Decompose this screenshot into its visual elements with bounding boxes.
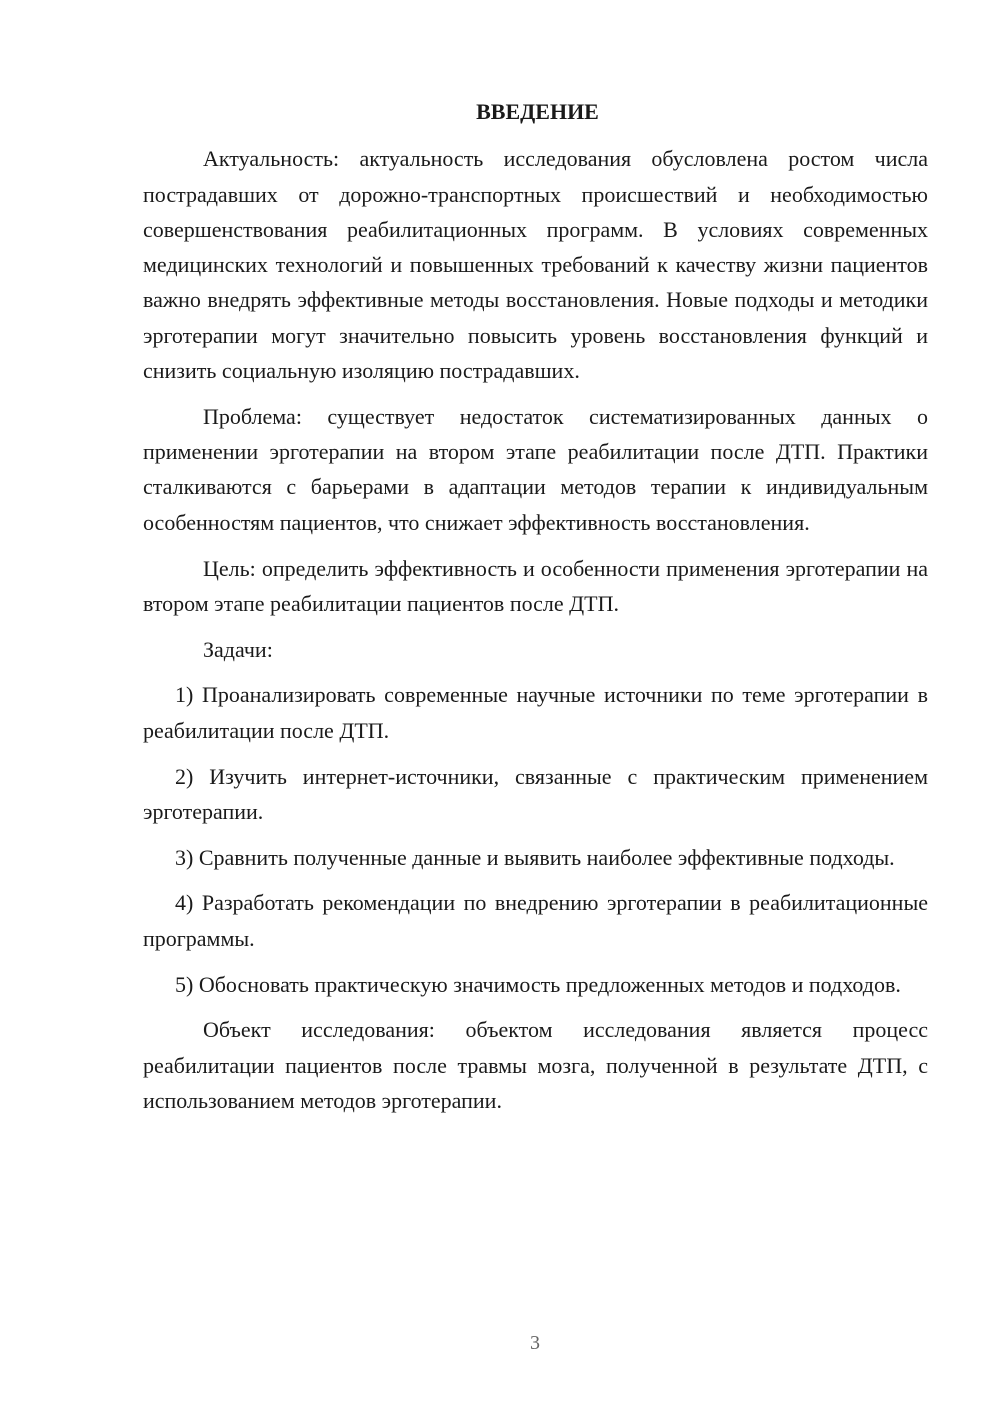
section-heading: ВВЕДЕНИЕ (476, 99, 599, 124)
task-item-3: 3) Сравнить полученные данные и выявить наиболее эффективные подходы. (175, 844, 895, 870)
page-number: 3 (530, 1332, 540, 1354)
task-item-5: 5) Обосновать практическую значимость предложенных методов и подходов. (175, 971, 901, 997)
paragraph-relevance: Актуальность: актуальность исследования обусловлена ростом числа пострадавших от дорожно-транспортных происшествий и необходимостью совершенствования реабилитационных программ. В условиях современных медицинских технологий и повышенных требований к качеству жизни пациентов важно внедрять эффективные методы восстановления. Новые подходы и методики эрготерапии могут значительно повысить уровень восстановления функций и снизить социальную изоляцию пострадавших. (143, 146, 928, 384)
page-content (143, 94, 928, 1129)
tasks-label: Задачи: (203, 636, 273, 662)
task-item-4: 4) Разработать рекомендации по внедрению эрготерапии в реабилитационные программы. (143, 890, 928, 951)
paragraph-object: Объект исследования: объектом исследования является процесс реабилитации пациентов после травмы мозга, полученной в результате ДТП, с использованием методов эрготерапии. (143, 1017, 928, 1113)
task-item-1: 1) Проанализировать современные научные источники по теме эрготерапии в реабилитации после ДТП. (143, 682, 928, 743)
paragraph-problem: Проблема: существует недостаток систематизированных данных о применении эрготерапии на втором этапе реабилитации после ДТП. Практики сталкиваются с барьерами в адаптации методов терапии к индивидуальным особенностям пациентов, что снижает эффективность восстановления. (143, 403, 928, 535)
paragraph-goal: Цель: определить эффективность и особенности применения эрготерапии на втором этапе реабилитации пациентов после ДТП. (143, 555, 928, 616)
task-item-2: 2) Изучить интернет-источники, связанные с практическим применением эрготерапии. (143, 763, 928, 824)
